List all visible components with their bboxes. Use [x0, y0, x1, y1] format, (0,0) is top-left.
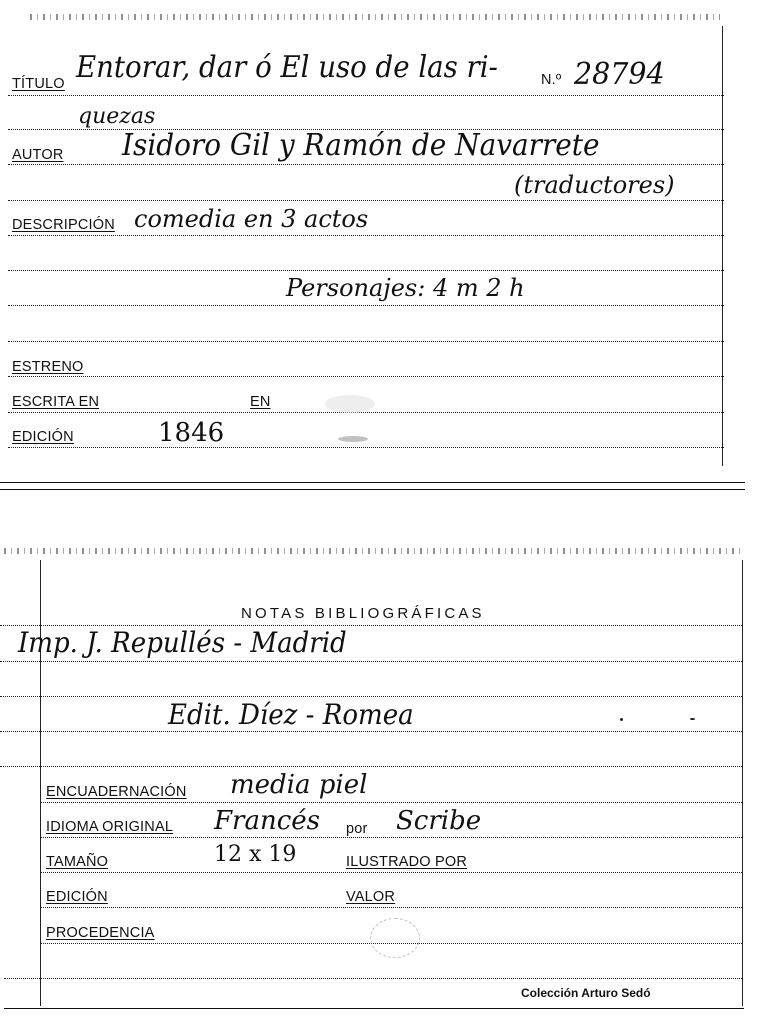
autor-continuation: (traductores) [514, 171, 675, 199]
note-line-2: Edit. Díez - Romea [168, 698, 414, 731]
rule [8, 200, 724, 201]
titulo-continuation: quezas [78, 104, 156, 129]
ilustrado-por-label: ILUSTRADO POR [346, 854, 468, 870]
estreno-label: ESTRENO [12, 359, 84, 375]
note-line-1: Imp. J. Repullés - Madrid [18, 626, 347, 659]
bottom-edge-noise [4, 548, 744, 554]
ink-smudge [338, 436, 368, 442]
por-label: por [346, 821, 368, 837]
rule [0, 661, 742, 662]
card-bottom-edge [0, 482, 745, 483]
ink-dot [620, 718, 623, 721]
procedencia-label: PROCEDENCIA [46, 925, 155, 941]
rule [40, 802, 742, 803]
valor-label: VALOR [346, 889, 396, 905]
notas-bibliograficas-heading: NOTAS BIBLIOGRÁFICAS [241, 605, 485, 622]
edicion-value: 1846 [158, 418, 225, 448]
rule [0, 731, 742, 732]
card-bottom-edge [0, 489, 745, 490]
ink-smudge [370, 918, 420, 958]
por-value: Scribe [396, 806, 482, 836]
personajes-note: Personajes: 4 m 2 h [286, 274, 525, 302]
rule [8, 305, 724, 306]
top-card-right-border [722, 26, 723, 466]
rule [40, 907, 742, 908]
idioma-original-value: Francés [214, 806, 321, 836]
rule [8, 341, 724, 342]
titulo-label: TÍTULO [12, 76, 65, 92]
rule [8, 95, 724, 96]
tamano-value: 12 x 19 [214, 842, 297, 867]
rule [40, 837, 742, 838]
top-edge-noise [30, 14, 720, 20]
edicion-label: EDICIÓN [12, 429, 74, 445]
rule [40, 872, 742, 873]
card-bottom-edge [4, 1008, 744, 1009]
en-label: EN [250, 394, 271, 410]
idioma-original-label: IDIOMA ORIGINAL [46, 819, 174, 835]
rule [8, 270, 724, 271]
rule [8, 447, 724, 448]
rule [8, 235, 724, 236]
escrita-en-label: ESCRITA EN [12, 394, 100, 410]
descripcion-value: comedia en 3 actos [134, 205, 369, 233]
rule [8, 164, 724, 165]
numero-label: N.º [541, 72, 562, 88]
titulo-value: Entorar, dar ó El uso de las ri- [76, 50, 498, 85]
encuadernacion-value: media piel [230, 770, 368, 800]
bottom-card-right-border [742, 560, 743, 1006]
rule [4, 978, 742, 979]
rule [8, 376, 724, 377]
descripcion-label: DESCRIPCIÓN [12, 217, 115, 233]
ink-smudge [325, 395, 375, 413]
ink-dot [690, 718, 695, 720]
edicion-label-bottom: EDICIÓN [46, 889, 108, 905]
tamano-label: TAMAÑO [46, 854, 109, 870]
autor-value: Isidoro Gil y Ramón de Navarrete [122, 128, 600, 163]
numero-value: 28794 [574, 57, 665, 92]
rule [0, 696, 742, 697]
collection-credit: Colección Arturo Sedó [521, 986, 651, 1000]
rule [0, 766, 742, 767]
encuadernacion-label: ENCUADERNACIÓN [46, 784, 187, 800]
rule [8, 412, 724, 413]
autor-label: AUTOR [12, 147, 64, 163]
